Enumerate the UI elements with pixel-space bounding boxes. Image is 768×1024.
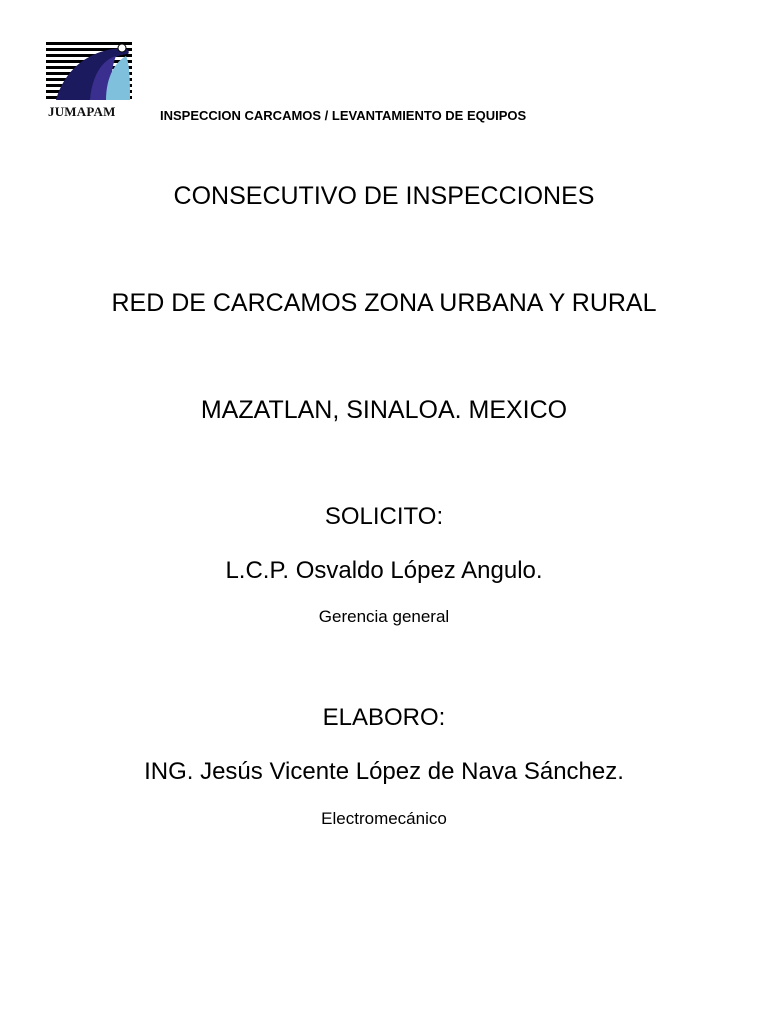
document-location: MAZATLAN, SINALOA. MEXICO <box>200 396 568 424</box>
jumapam-logo <box>46 42 132 124</box>
requested-role: Gerencia general <box>318 607 450 626</box>
document-title: CONSECUTIVO DE INSPECCIONES <box>173 182 595 210</box>
prepared-role: Electromecánico <box>321 809 447 828</box>
water-wave-logo-icon <box>46 42 132 100</box>
requested-label: SOLICITO: <box>324 503 444 530</box>
requested-name: L.C.P. Osvaldo López Angulo. <box>225 557 543 584</box>
prepared-label: ELABORO: <box>322 704 446 731</box>
prepared-name: ING. Jesús Vicente López de Nava Sánchez. <box>144 758 624 785</box>
document-subtitle: RED DE CARCAMOS ZONA URBANA Y RURAL <box>111 289 657 317</box>
header-title: INSPECCION CARCAMOS / LEVANTAMIENTO DE EQUIPOS <box>160 108 527 123</box>
logo-wordmark: JUMAPAM <box>48 104 116 119</box>
